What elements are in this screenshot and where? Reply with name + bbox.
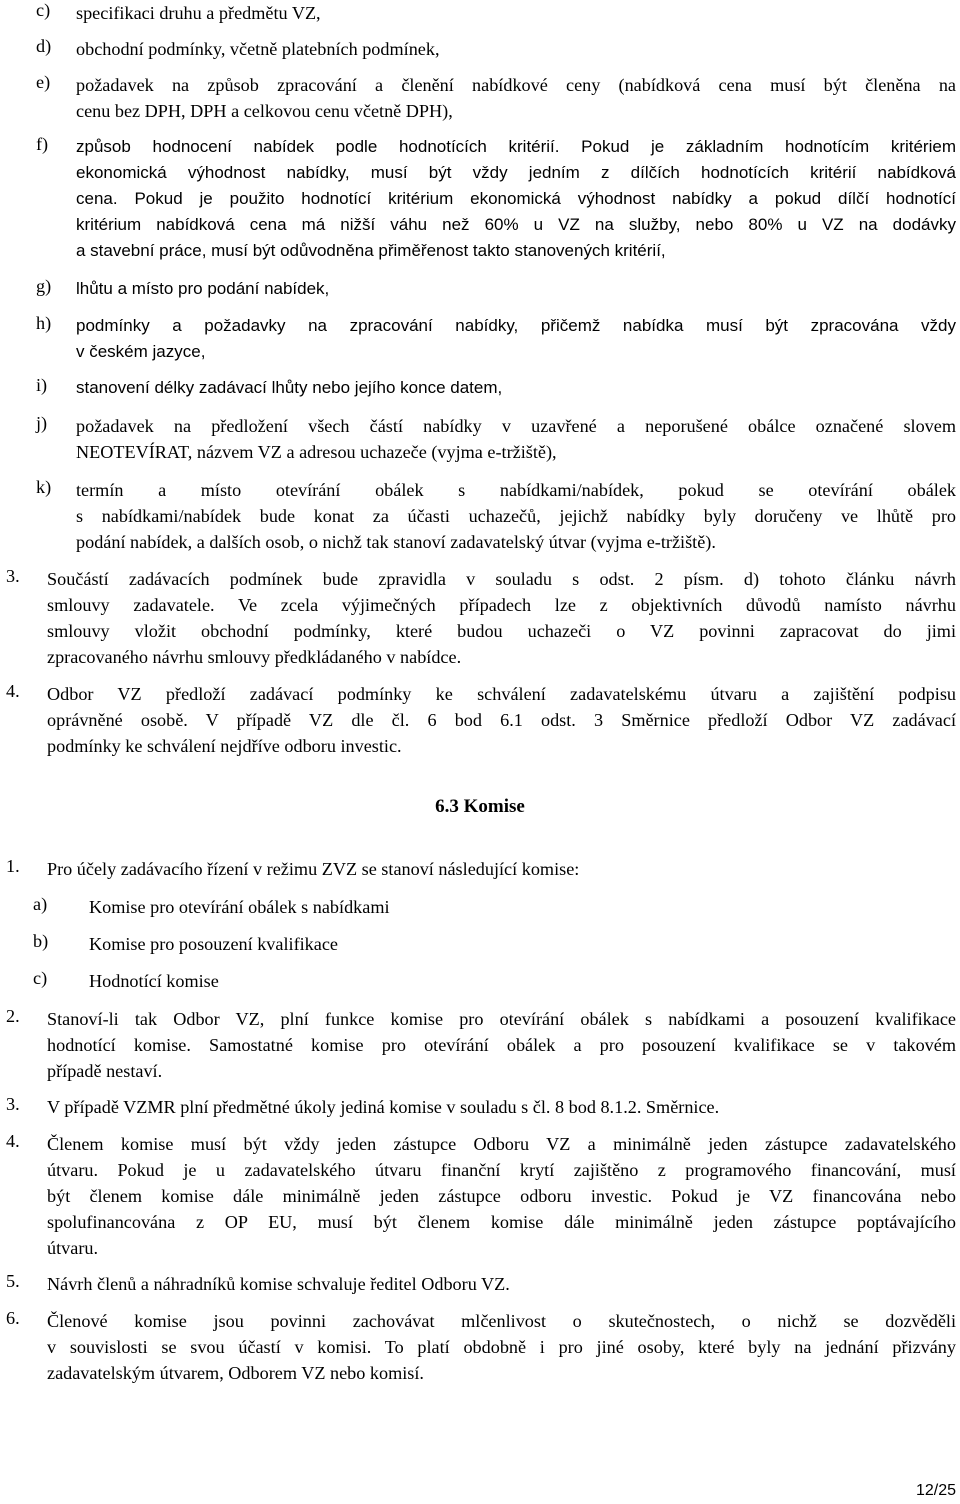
list-item-line: a stavební práce, musí být odůvodněna přiměřenost takto stanovených kritérií, <box>76 241 666 260</box>
numbered-item-line: Stanoví-li tak Odbor VZ, plní funkce komise pro otevírání obálek s nabídkami a posouzení kvalifikace <box>47 1009 956 1029</box>
numbered-item-label: 4. <box>6 1131 20 1151</box>
list-item-label: i) <box>36 375 48 395</box>
numbered-item-line: zpracovaného návrhu smlouvy předkládaného v nabídce. <box>47 647 462 667</box>
list-item-label: c) <box>36 0 51 20</box>
numbered-item-line: případě nestaví. <box>47 1061 163 1081</box>
list-item-line: požadavek na způsob zpracování a členění nabídkové ceny (nabídková cena musí být členěna na <box>76 75 956 95</box>
list-item-line: podmínky a požadavky na zpracování nabídky, přičemž nabídka musí být zpracována vždy <box>76 316 956 335</box>
numbered-item-line: Pro účely zadávacího řízení v režimu ZVZ se stanoví následující komise: <box>47 859 580 879</box>
sub-list-item-label: a) <box>33 894 48 914</box>
numbered-item-line: útvaru. Pokud je u zadavatelského útvaru finanční krytí zajištěno z programového financování, musí <box>47 1160 956 1180</box>
list-item-label: j) <box>36 413 48 433</box>
sub-list-item-line: Komise pro posouzení kvalifikace <box>89 934 338 954</box>
numbered-item-line: Členové komise jsou povinni zachovávat mlčenlivost o skutečnostech, o nichž se dozvěděli <box>47 1311 956 1331</box>
numbered-item <box>0 1094 960 1120</box>
list-item <box>0 0 960 26</box>
sub-list-item-label: b) <box>33 931 49 951</box>
list-item-line: podání nabídek, a dalších osob, o nichž tak stanoví zadavatelský útvar (vyjma e-tržiště). <box>76 532 716 552</box>
numbered-item-label: 1. <box>6 856 20 876</box>
numbered-item-line: V případě VZMR plní předmětné úkoly jediná komise v souladu s čl. 8 bod 8.1.2. Směrnice. <box>47 1097 720 1117</box>
numbered-item-line: zadavatelským útvarem, Odborem VZ nebo komisí. <box>47 1363 424 1383</box>
numbered-item-line: podmínky ke schválení nejdříve odboru investic. <box>47 736 402 756</box>
list-item <box>0 375 960 401</box>
numbered-item <box>0 1006 960 1084</box>
list-item-line: v českém jazyce, <box>76 342 206 361</box>
list-item <box>0 477 960 555</box>
list-item-line: způsob hodnocení nabídek podle hodnotících kritérií. Pokud je základním hodnotícím kritériem <box>76 137 956 156</box>
numbered-item-line: Odbor VZ předloží zadávací podmínky ke schválení zadavatelskému útvaru a zajištění podpisu <box>47 684 956 704</box>
list-item <box>0 36 960 62</box>
list-item <box>0 72 960 124</box>
page-number: 12/25 <box>915 1482 956 1499</box>
numbered-item <box>0 1308 960 1386</box>
list-item <box>0 413 960 465</box>
sub-list-item <box>0 894 960 920</box>
numbered-item-line: Součástí zadávacích podmínek bude zpravidla v souladu s odst. 2 písm. d) tohoto článku návrh <box>47 569 956 589</box>
list-item-label: g) <box>36 276 52 296</box>
list-item-line: lhůtu a místo pro podání nabídek, <box>76 279 330 298</box>
numbered-item-label: 3. <box>6 1094 20 1114</box>
list-item-line: specifikaci druhu a předmětu VZ, <box>76 3 321 23</box>
sub-list-item <box>0 968 960 994</box>
sub-list-item-line: Hodnotící komise <box>89 971 219 991</box>
numbered-item-line: v souvislosti se svou účastí v komisi. To platí obdobně i pro jiné osoby, které byly na jednání přizvány <box>47 1337 956 1357</box>
list-item-line: obchodní podmínky, včetně platebních podmínek, <box>76 39 440 59</box>
numbered-item-line: Návrh členů a náhradníků komise schvaluje ředitel Odboru VZ. <box>47 1274 510 1294</box>
numbered-item-label: 5. <box>6 1271 20 1291</box>
list-item-line: NEOTEVÍRAT, názvem VZ a adresou uchazeče (vyjma e-tržiště), <box>76 442 557 462</box>
numbered-item-label: 2. <box>6 1006 20 1026</box>
list-item-line: cenu bez DPH, DPH a celkovou cenu včetně DPH), <box>76 101 453 121</box>
numbered-item <box>0 566 960 670</box>
numbered-item <box>0 1271 960 1297</box>
numbered-item-label: 3. <box>6 566 20 586</box>
list-item-label: f) <box>36 134 49 154</box>
numbered-item-line: spolufinancována z OP EU, musí být členem komise dále minimálně jeden zástupce poptávajícího <box>47 1212 956 1232</box>
list-item-line: stanovení délky zadávací lhůty nebo jejího konce datem, <box>76 378 503 397</box>
list-item-line: termín a místo otevírání obálek s nabídkami/nabídek, pokud se otevírání obálek <box>76 480 956 500</box>
section-heading: 6.3 Komise <box>435 796 525 817</box>
list-item <box>0 276 960 302</box>
list-item-line: kritérium nabídková cena má nižší váhu než 60% u VZ na služby, nebo 80% u VZ na dodávky <box>76 215 956 234</box>
numbered-item-line: útvaru. <box>47 1238 99 1258</box>
numbered-item-label: 6. <box>6 1308 20 1328</box>
list-item-line: požadavek na předložení všech částí nabídky v uzavřené a neporušené obálce označené slovem <box>76 416 956 436</box>
list-item-line: ekonomická výhodnost nabídky, musí být vždy jedním z dílčích hodnotících kritérií nabídková <box>76 163 956 182</box>
list-item-label: d) <box>36 36 52 56</box>
list-item <box>0 313 960 365</box>
sub-list-item-label: c) <box>33 968 48 988</box>
numbered-item <box>0 1131 960 1261</box>
numbered-item-line: Členem komise musí být vždy jeden zástupce Odboru VZ a minimálně jeden zástupce zadavatelského <box>47 1134 956 1154</box>
sub-list-item <box>0 931 960 957</box>
list-item-line: cena. Pokud je použito hodnotící kritérium ekonomická výhodnost nabídky a pokud dílčí hodnotící <box>76 189 956 208</box>
list-item-label: k) <box>36 477 52 497</box>
list-item-line: s nabídkami/nabídek bude konat za účasti uchazečů, jejichž nabídky byly doručeny ve lhůtě pro <box>76 506 956 526</box>
numbered-item-line: být členem komise dále minimálně jeden zástupce odboru investic. Pokud je VZ financována nebo <box>47 1186 956 1206</box>
numbered-item <box>0 856 960 882</box>
list-item-label: e) <box>36 72 51 92</box>
numbered-item-line: smlouvy zadavatele. Ve zcela výjimečných případech lze z objektivních důvodů namísto návrhu <box>47 595 956 615</box>
sub-list-item-line: Komise pro otevírání obálek s nabídkami <box>89 897 390 917</box>
list-item <box>0 134 960 264</box>
list-item-label: h) <box>36 313 52 333</box>
numbered-item-line: oprávněné osobě. V případě VZ dle čl. 6 bod 6.1 odst. 3 Směrnice předloží Odbor VZ zadávací <box>47 710 956 730</box>
numbered-item-label: 4. <box>6 681 20 701</box>
numbered-item-line: smlouvy vložit obchodní podmínky, které budou uchazeči o VZ povinni zapracovat do jimi <box>47 621 956 641</box>
numbered-item-line: hodnotící komise. Samostatné komise pro otevírání obálek a pro posouzení kvalifikace se v takovém <box>47 1035 956 1055</box>
numbered-item <box>0 681 960 759</box>
